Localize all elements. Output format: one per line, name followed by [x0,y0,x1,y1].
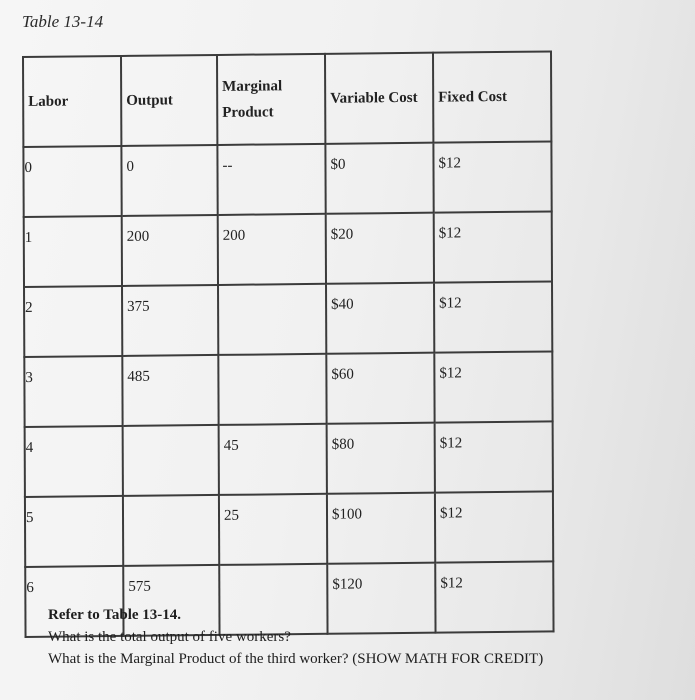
table-row [25,491,553,567]
question-line-2: What is the Marginal Product of the third worker? (SHOW MATH FOR CREDIT) [48,651,544,667]
table-row [23,141,551,217]
header-labor: Labor [23,56,121,147]
cell-labor: 1 [24,216,122,287]
table-caption: Table 13-14 [22,12,104,31]
cell-marginal-product: 45 [219,424,327,495]
question-line-1: What is the total output of five workers? [48,629,291,645]
header-row [23,51,551,147]
cell-fixed-cost: $12 [435,491,553,562]
cell-labor: 2 [24,286,122,357]
cell-output [123,425,219,496]
cell-variable-cost: $0 [325,143,433,214]
cell-fixed-cost: $12 [434,211,552,282]
data-table [22,50,555,638]
cell-marginal-product: 200 [218,214,326,285]
cell-output [123,495,219,566]
cell-labor: 4 [25,426,123,497]
cost-table [22,50,552,596]
table-body [23,141,553,637]
cell-output: 0 [121,145,217,216]
cell-fixed-cost: $12 [434,281,552,352]
question-title: Refer to Table 13-14. [48,607,182,623]
cell-labor: 6 [25,566,123,637]
cell-fixed-cost: $12 [433,141,551,212]
cell-marginal-product [218,354,326,425]
cell-fixed-cost: $12 [435,421,553,492]
cell-variable-cost: $60 [326,353,434,424]
table-row [25,421,553,497]
cell-output: 485 [122,355,218,426]
cell-marginal-product: 25 [219,494,327,565]
table-row [24,281,552,357]
cell-variable-cost: $40 [326,283,434,354]
cell-marginal-product [218,284,326,355]
header-output: Output [121,55,217,146]
cell-output: 375 [122,285,218,356]
cell-variable-cost: $80 [327,423,435,494]
table-row [24,351,552,427]
cell-output: 575 [123,565,219,636]
table-row [24,211,552,287]
cell-variable-cost: $20 [326,213,434,284]
cell-labor: 3 [24,356,122,427]
cell-labor: 0 [23,146,121,217]
cell-variable-cost: $100 [327,493,435,564]
cell-fixed-cost: $12 [435,561,553,632]
header-variable-cost: Variable Cost [325,53,433,144]
header-marginal-product: Marginal Product [217,54,325,145]
cell-fixed-cost: $12 [434,351,552,422]
cell-labor: 5 [25,496,123,567]
question-block [48,604,543,670]
cell-marginal-product: -- [217,144,325,215]
header-fixed-cost: Fixed Cost [433,51,551,142]
cell-variable-cost: $120 [327,563,435,634]
cell-output: 200 [122,215,218,286]
